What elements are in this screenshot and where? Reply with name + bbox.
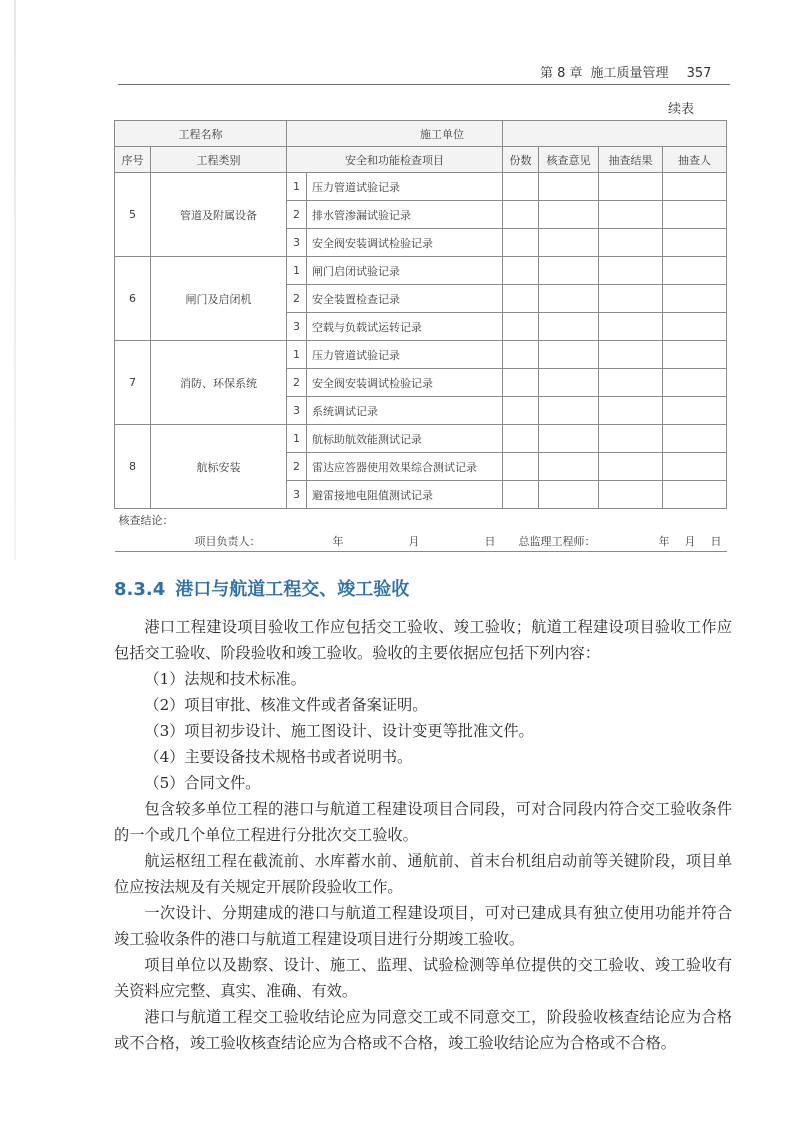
page-number: 357 — [686, 66, 712, 81]
copies-cell — [503, 369, 539, 397]
table-row — [115, 425, 727, 453]
spot-check-result-cell — [599, 397, 663, 425]
copies-cell — [503, 481, 539, 509]
paragraph: 航运枢纽工程在截流前、水库蓄水前、通航前、首末台机组启动前等关键阶段，项目单位应按法规及有关规定开展阶段验收工作。 — [114, 852, 732, 896]
table-footer-row — [115, 509, 727, 552]
review-opinion-cell — [539, 369, 599, 397]
check-item-name: 闸门启闭试验记录 — [307, 257, 503, 285]
review-opinion-cell — [539, 257, 599, 285]
running-header — [540, 62, 740, 81]
review-opinion-cell — [539, 285, 599, 313]
paragraph: 港口与航道工程交工验收结论应为同意交工或不同意交工，阶段验收核查结论应为合格或不合格，竣工验收核查结论应为合格或不合格，竣工验收结论应为合格或不合格。 — [114, 1008, 732, 1052]
list-item: （5）合同文件。 — [144, 774, 261, 792]
review-opinion-cell — [539, 173, 599, 201]
spot-checker-cell — [663, 201, 727, 229]
group-number: 5 — [115, 173, 151, 257]
spot-check-result-cell — [599, 453, 663, 481]
list-item: （1）法规和技术标准。 — [144, 670, 306, 688]
section-heading — [114, 575, 409, 601]
review-opinion-cell — [539, 313, 599, 341]
table-row — [115, 173, 727, 201]
table-header-row-2 — [115, 147, 727, 173]
spot-checker-cell — [663, 425, 727, 453]
spot-check-result-cell — [599, 341, 663, 369]
item-number: 2 — [287, 369, 307, 397]
item-number: 3 — [287, 229, 307, 257]
header-check-item: 安全和功能检查项目 — [287, 147, 503, 173]
table-row — [115, 341, 727, 369]
chapter-number: 第 8 章 — [540, 66, 583, 81]
table-body — [115, 173, 727, 509]
review-opinion-cell — [539, 453, 599, 481]
section-number: 8.3.4 — [114, 579, 166, 600]
check-item-name: 空载与负载试运转记录 — [307, 313, 503, 341]
header-seq: 序号 — [115, 147, 151, 173]
header-project-name: 工程名称 — [115, 121, 287, 147]
list-item: （4）主要设备技术规格书或者说明书。 — [144, 748, 413, 766]
paragraph: 项目单位以及勘察、设计、施工、监理、试验检测等单位提供的交工验收、竣工验收有关资料应完整、真实、准确、有效。 — [114, 956, 732, 1000]
header-spot-checker: 抽查人 — [663, 147, 727, 173]
copies-cell — [503, 173, 539, 201]
copies-cell — [503, 313, 539, 341]
footer-cell — [115, 509, 727, 552]
spot-checker-cell — [663, 341, 727, 369]
check-item-name: 系统调试记录 — [307, 397, 503, 425]
date-year-1: 年 — [332, 535, 344, 548]
spot-check-result-cell — [599, 229, 663, 257]
date-month-1: 月 — [408, 535, 420, 548]
item-number: 2 — [287, 285, 307, 313]
copies-cell — [503, 229, 539, 257]
spot-checker-cell — [663, 481, 727, 509]
spot-check-result-cell — [599, 257, 663, 285]
chief-supervisor-label: 总监理工程师： — [518, 535, 596, 548]
spot-check-result-cell — [599, 313, 663, 341]
spot-checker-cell — [663, 173, 727, 201]
table-continued-label: 续表 — [668, 102, 695, 117]
copies-cell — [503, 453, 539, 481]
section-title: 港口与航道工程交、竣工验收 — [175, 579, 410, 600]
group-number: 7 — [115, 341, 151, 425]
check-item-name: 压力管道试验记录 — [307, 341, 503, 369]
paragraph: 港口工程建设项目验收工作应包括交工验收、竣工验收；航道工程建设项目验收工作应包括交工验收、阶段验收和竣工验收。验收的主要依据应包括下列内容： — [114, 618, 732, 662]
header-copies: 份数 — [503, 147, 539, 173]
item-number: 1 — [287, 257, 307, 285]
item-number: 2 — [287, 201, 307, 229]
check-item-name: 安全阀安装调试检验记录 — [307, 229, 503, 257]
item-number: 1 — [287, 341, 307, 369]
item-number: 3 — [287, 313, 307, 341]
header-construction-unit: 施工单位 — [287, 121, 503, 147]
list-item: （2）项目审批、核准文件或者备案证明。 — [144, 696, 428, 714]
copies-cell — [503, 341, 539, 369]
check-item-name: 排水管渗漏试验记录 — [307, 201, 503, 229]
spot-checker-cell — [663, 285, 727, 313]
page-binding-edge — [14, 0, 16, 560]
header-construction-unit-value — [503, 121, 727, 147]
header-review-opinion: 核查意见 — [539, 147, 599, 173]
spot-check-result-cell — [599, 201, 663, 229]
review-opinion-cell — [539, 481, 599, 509]
group-category: 航标安装 — [151, 425, 287, 509]
copies-cell — [503, 201, 539, 229]
group-category: 闸门及启闭机 — [151, 257, 287, 341]
spot-checker-cell — [663, 453, 727, 481]
check-item-name: 安全装置检查记录 — [307, 285, 503, 313]
chapter-title: 施工质量管理 — [590, 66, 669, 81]
project-manager-label: 项目负责人： — [194, 535, 261, 548]
item-number: 3 — [287, 397, 307, 425]
review-opinion-cell — [539, 397, 599, 425]
date-month-2: 月 — [684, 535, 696, 548]
copies-cell — [503, 425, 539, 453]
check-item-name: 航标助航效能测试记录 — [307, 425, 503, 453]
item-number: 1 — [287, 173, 307, 201]
spot-checker-cell — [663, 397, 727, 425]
review-opinion-cell — [539, 425, 599, 453]
copies-cell — [503, 257, 539, 285]
date-day-2: 日 — [710, 535, 722, 548]
list-item: （3）项目初步设计、施工图设计、设计变更等批准文件。 — [144, 722, 534, 740]
check-item-name: 压力管道试验记录 — [307, 173, 503, 201]
check-item-name: 雷达应答器使用效果综合测试记录 — [307, 453, 503, 481]
date-day-1: 日 — [484, 535, 496, 548]
conclusion-label: 核查结论： — [118, 514, 174, 527]
review-opinion-cell — [539, 229, 599, 257]
item-number: 2 — [287, 453, 307, 481]
spot-check-result-cell — [599, 173, 663, 201]
spot-checker-cell — [663, 313, 727, 341]
paragraph: 一次设计、分期建成的港口与航道工程建设项目，可对已建成具有独立使用功能并符合竣工验收条件的港口与航道工程建设项目进行分期竣工验收。 — [114, 904, 732, 948]
spot-checker-cell — [663, 369, 727, 397]
spot-checker-cell — [663, 229, 727, 257]
table-header-row-1 — [115, 121, 727, 147]
header-category: 工程类别 — [151, 147, 287, 173]
review-opinion-cell — [539, 201, 599, 229]
check-item-name: 安全阀安装调试检验记录 — [307, 369, 503, 397]
spot-check-result-cell — [599, 285, 663, 313]
group-number: 8 — [115, 425, 151, 509]
group-category: 管道及附属设备 — [151, 173, 287, 257]
item-number: 3 — [287, 481, 307, 509]
item-number: 1 — [287, 425, 307, 453]
copies-cell — [503, 285, 539, 313]
check-item-name: 避雷接地电阻值测试记录 — [307, 481, 503, 509]
copies-cell — [503, 397, 539, 425]
spot-check-result-cell — [599, 425, 663, 453]
review-opinion-cell — [539, 341, 599, 369]
paragraph: 包含较多单位工程的港口与航道工程建设项目合同段，可对合同段内符合交工验收条件的一个或几个单位工程进行分批次交工验收。 — [114, 800, 732, 844]
group-category: 消防、环保系统 — [151, 341, 287, 425]
spot-check-result-cell — [599, 481, 663, 509]
body-text — [114, 614, 732, 1056]
table-row — [115, 257, 727, 285]
inspection-table — [114, 120, 727, 552]
date-year-2: 年 — [658, 535, 670, 548]
header-rule — [118, 84, 730, 85]
header-spot-check-result: 抽查结果 — [599, 147, 663, 173]
spot-checker-cell — [663, 257, 727, 285]
group-number: 6 — [115, 257, 151, 341]
signature-line — [115, 533, 727, 549]
spot-check-result-cell — [599, 369, 663, 397]
